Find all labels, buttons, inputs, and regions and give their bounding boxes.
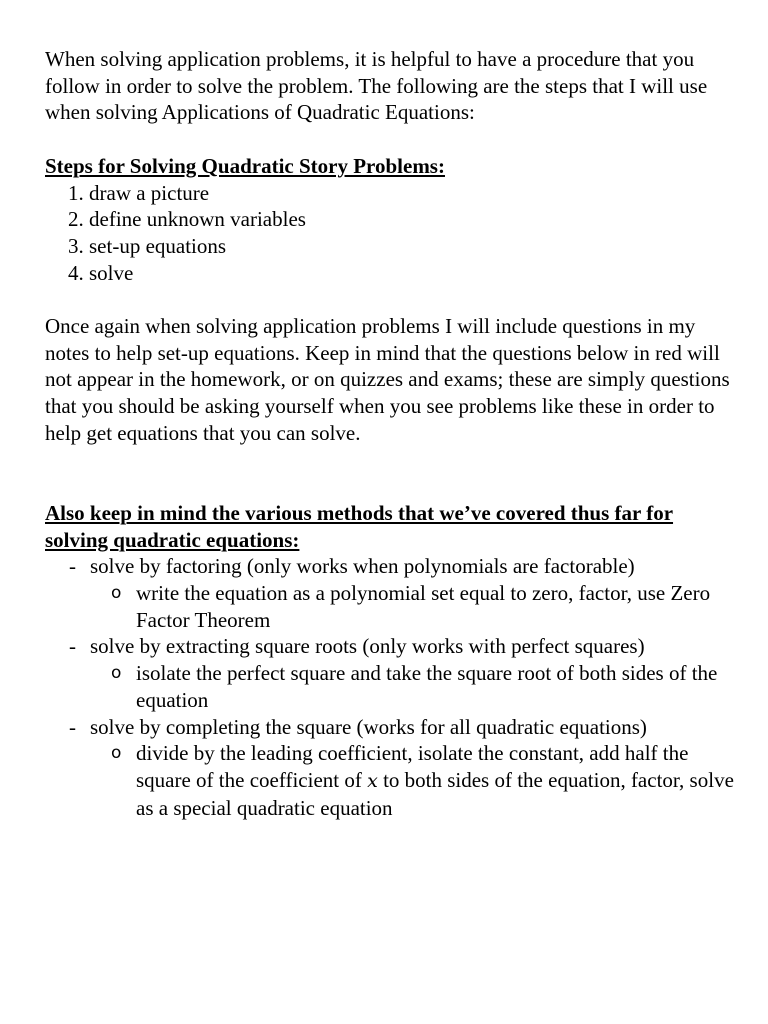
- method-factoring: [45, 553, 738, 580]
- method-text: solve by factoring (only works when polynomials are factorable): [90, 554, 635, 579]
- detail-text: isolate the perfect square and take the square root of both sides of the equation: [136, 661, 718, 712]
- step-item: 3. set-up equations: [68, 233, 227, 258]
- method-text: solve by completing the square (works for all quadratic equations): [90, 714, 647, 739]
- method-detail: [45, 580, 738, 633]
- circle-bullet-icon: o: [111, 743, 122, 764]
- method-item: [45, 714, 738, 822]
- detail-text: [136, 741, 734, 819]
- methods-heading: Also keep in mind the various methods that we’ve covered thus far for solving quadratic equations:: [45, 500, 674, 552]
- method-square-roots: [45, 633, 738, 660]
- step-item: 1. draw a picture: [68, 180, 210, 205]
- dash-marker: -: [69, 554, 76, 579]
- dash-marker: -: [69, 714, 76, 739]
- detail-text: write the equation as a polynomial set equal to zero, factor, use Zero Factor Theorem: [136, 581, 711, 632]
- methods-list: [45, 553, 738, 821]
- detail-text-after: to both sides of the equation, factor, solve as a special quadratic equation: [136, 767, 734, 820]
- method-text: solve by extracting square roots (only works with perfect squares): [90, 634, 645, 659]
- step-item: 2. define unknown variables: [68, 207, 306, 232]
- circle-bullet-icon: o: [111, 663, 122, 684]
- once-again-paragraph: Once again when solving application problems I will include questions in my notes to help set-up equations. Keep in mind that the questions below in red will not appear in the homework, or on quizzes and exams; these are simply questions that you should be asking yourself when you see problems like these in order to help get equations that you can solve.: [45, 314, 730, 445]
- intro-paragraph: When solving application problems, it is helpful to have a procedure that you follow in order to solve the problem. The following are the steps that I will use when solving Applications of Quadratic Equations:: [45, 47, 708, 125]
- steps-heading: Steps for Solving Quadratic Story Problems:: [45, 153, 445, 178]
- dash-marker: -: [69, 634, 76, 659]
- detail-text-before: divide by the leading coefficient, isolate the constant, add half the square of the coefficient of: [136, 741, 689, 792]
- method-completing-square: [45, 714, 738, 741]
- steps-list: [45, 180, 738, 287]
- variable-x: x: [367, 769, 378, 792]
- method-detail: [45, 740, 738, 821]
- method-detail: [45, 660, 738, 713]
- method-item: [45, 633, 738, 713]
- method-item: [45, 553, 738, 633]
- circle-bullet-icon: o: [111, 583, 122, 604]
- step-item: 4. solve: [68, 260, 134, 285]
